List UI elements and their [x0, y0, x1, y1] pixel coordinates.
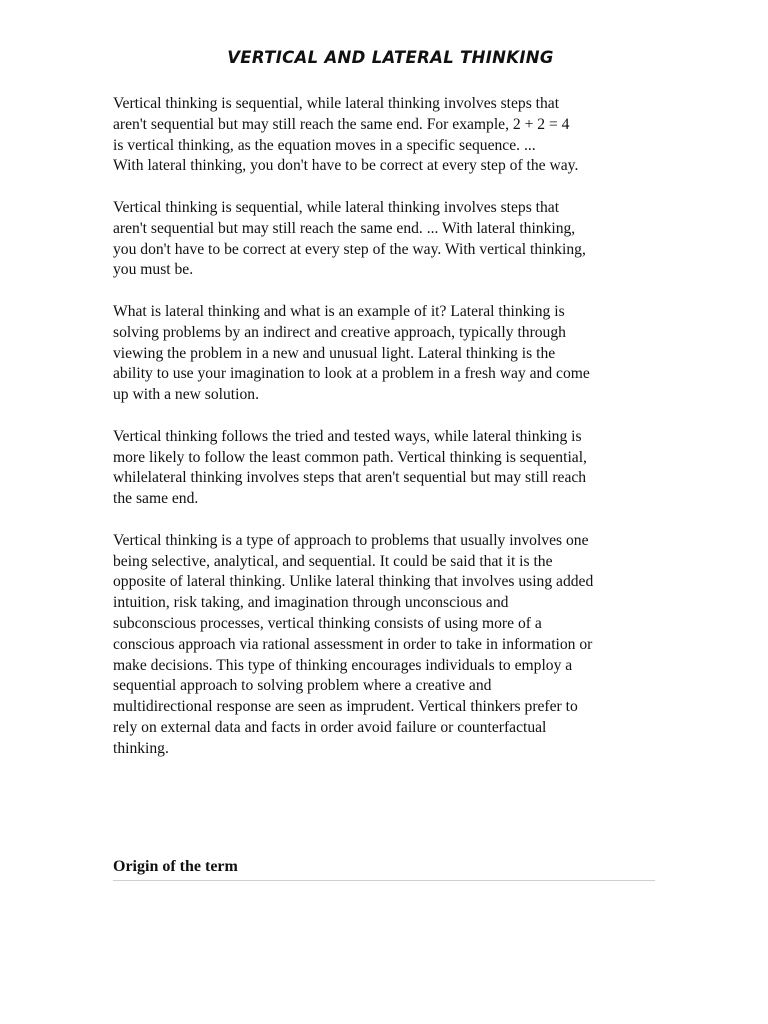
paragraph-line: ability to use your imagination to look at a problem in a fresh way and come [113, 365, 590, 383]
paragraph [113, 531, 658, 760]
document-body [113, 94, 658, 760]
paragraph-line: multidirectional response are seen as imprudent. Vertical thinkers prefer to [113, 698, 578, 716]
paragraph-line: you don't have to be correct at every step of the way. With vertical thinking, [113, 240, 586, 258]
paragraph-line: more likely to follow the least common path. Vertical thinking is sequential, [113, 448, 587, 466]
paragraph-line: aren't sequential but may still reach the same end. For example, 2 + 2 = 4 [113, 115, 570, 133]
paragraph-line: rely on external data and facts in order avoid failure or counterfactual [113, 718, 547, 736]
paragraph [113, 94, 658, 177]
paragraph-line: viewing the problem in a new and unusual light. Lateral thinking is the [113, 344, 556, 362]
paragraph [113, 198, 658, 281]
paragraph-line: thinking. [113, 739, 169, 757]
section-heading-origin: Origin of the term [113, 856, 655, 881]
paragraph-line: What is lateral thinking and what is an example of it? Lateral thinking is [113, 302, 565, 320]
paragraph-line: whilelateral thinking involves steps that aren't sequential but may still reach [113, 469, 587, 487]
paragraph-line: opposite of lateral thinking. Unlike lateral thinking that involves using added [113, 573, 594, 591]
paragraph-line: aren't sequential but may still reach the same end. ... With lateral thinking, [113, 219, 576, 237]
paragraph-line: solving problems by an indirect and creative approach, typically through [113, 323, 566, 341]
paragraph-line: Vertical thinking is a type of approach to problems that usually involves one [113, 531, 589, 549]
paragraph-line: Vertical thinking is sequential, while lateral thinking involves steps that [113, 198, 560, 216]
paragraph-line: Vertical thinking is sequential, while lateral thinking involves steps that [113, 95, 560, 112]
paragraph-line: being selective, analytical, and sequential. It could be said that it is the [113, 552, 553, 570]
paragraph-line: conscious approach via rational assessment in order to take in information or [113, 635, 593, 653]
paragraph-line: is vertical thinking, as the equation moves in a specific sequence. ... [113, 136, 536, 154]
paragraph-line: up with a new solution. [113, 386, 259, 404]
document-title: VERTICAL AND LATERAL THINKING [227, 48, 554, 67]
paragraph-line: subconscious processes, vertical thinking consists of using more of a [113, 614, 542, 632]
paragraph-line: you must be. [113, 261, 194, 279]
paragraph-line: Vertical thinking follows the tried and tested ways, while lateral thinking is [113, 427, 582, 445]
paragraph-line: the same end. [113, 490, 199, 508]
paragraph-line: With lateral thinking, you don't have to be correct at every step of the way. [113, 157, 579, 175]
paragraph-line: sequential approach to solving problem where a creative and [113, 677, 492, 695]
paragraph [113, 302, 658, 406]
document-page [113, 44, 658, 760]
paragraph [113, 427, 658, 510]
paragraph-line: make decisions. This type of thinking encourages individuals to employ a [113, 656, 573, 674]
paragraph-line: intuition, risk taking, and imagination through unconscious and [113, 594, 509, 612]
